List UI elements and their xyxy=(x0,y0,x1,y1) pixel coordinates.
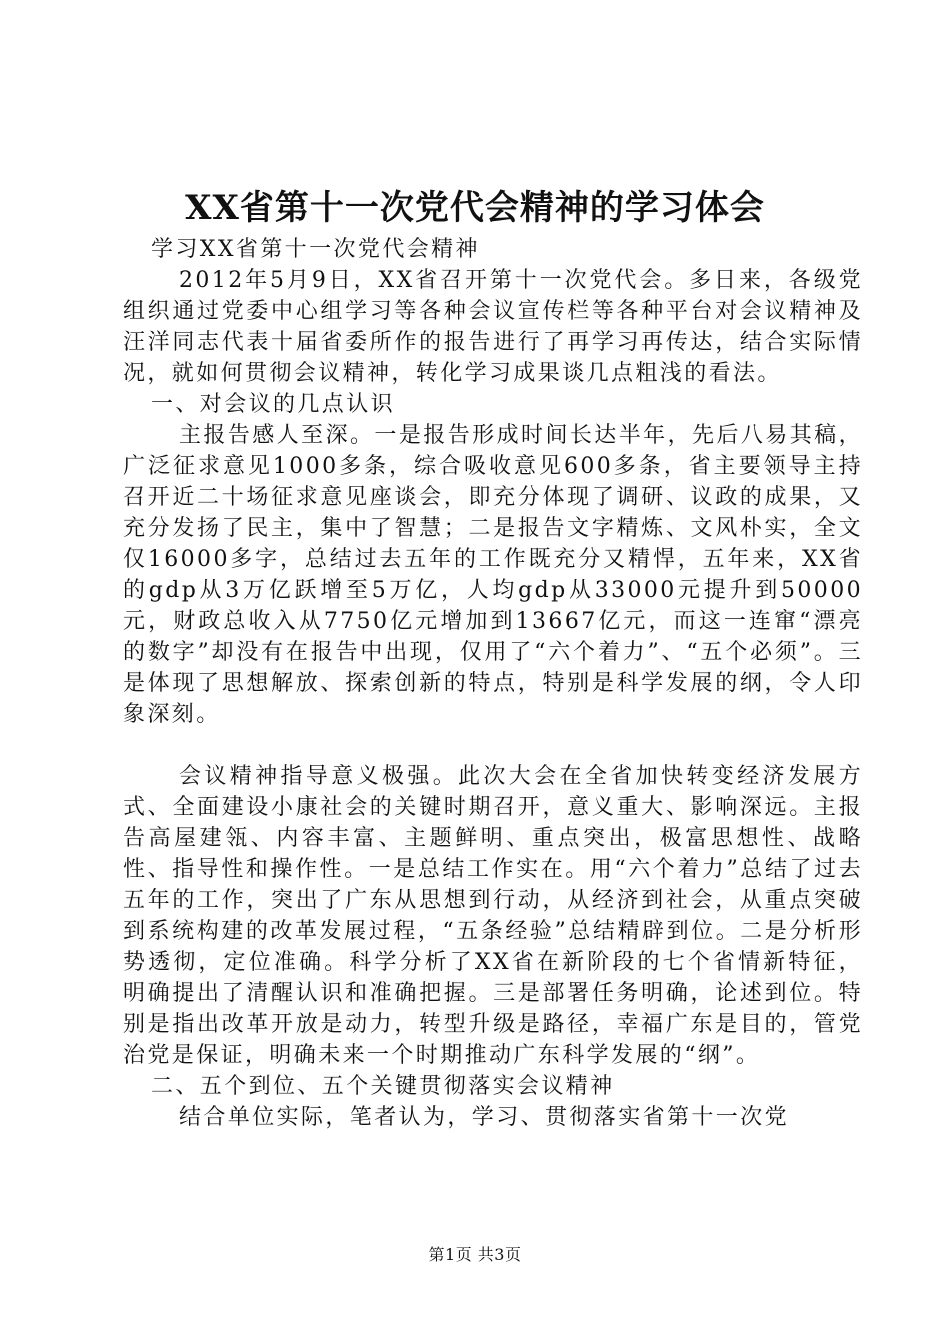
document-subtitle: 学习XX省第十一次党代会精神 xyxy=(151,237,480,262)
page-footer: 第1页 共3页 xyxy=(428,1245,522,1264)
section-heading-2: 二、五个到位、五个关键贯彻落实会议精神 xyxy=(151,1074,615,1099)
paragraph-intro: 2012年5月9日，XX省召开第十一次党代会。多日来，各级党组织通过党委中心组学习等各种会议宣传栏等各种平台对会议精神及汪洋同志代表十届省委所作的报告进行了再学习再传达，结合实际情况，就如何贯彻会议精神，转化学习成果谈几点粗浅的看法。 xyxy=(123,268,863,386)
paragraph-report: 主报告感人至深。一是报告形成时间长达半年，先后八易其稿，广泛征求意见1000多条，综合吸收意见600多条，省主要领导主持召开近二十场征求意见座谈会，即充分体现了调研、议政的成果，又充分发扬了民主，集中了智慧；二是报告文字精炼、文风朴实，全文仅16000多字，总结过去五年的工作既充分又精悍，五年来，XX省的gdp从3万亿跃增至5万亿，人均gdp从33000元提升到50000元，财政总收入从7750亿元增加到13667亿元，而这一连窜“漂亮的数字”却没有在报告中出现，仅用了“六个着力”、“五个必须”。三是体现了思想解放、探索创新的特点，特别是科学发展的纲，令人印象深刻。 xyxy=(123,423,863,727)
paragraph-implementation: 结合单位实际，笔者认为，学习、贯彻落实省第十一次党 xyxy=(179,1105,790,1130)
section-heading-1: 一、对会议的几点认识 xyxy=(151,392,396,417)
document-body xyxy=(123,234,863,1133)
document-title: XX省第十一次党代会精神的学习体会 xyxy=(185,188,765,228)
paragraph-guidance: 会议精神指导意义极强。此次大会在全省加快转变经济发展方式、全面建设小康社会的关键时期召开，意义重大、影响深远。主报告高屋建瓴、内容丰富、主题鲜明、重点突出，极富思想性、战略性、指导性和操作性。一是总结工作实在。用“六个着力”总结了过去五年的工作，突出了广东从思想到行动，从经济到社会，从重点突破到系统构建的改革发展过程，“五条经验”总结精辟到位。二是分析形势透彻，定位准确。科学分析了XX省在新阶段的七个省情新特征，明确提出了清醒认识和准确把握。三是部署任务明确，论述到位。特别是指出改革开放是动力，转型升级是路径，幸福广东是目的，管党治党是保证，明确未来一个时期推动广东科学发展的“纲”。 xyxy=(123,764,863,1068)
